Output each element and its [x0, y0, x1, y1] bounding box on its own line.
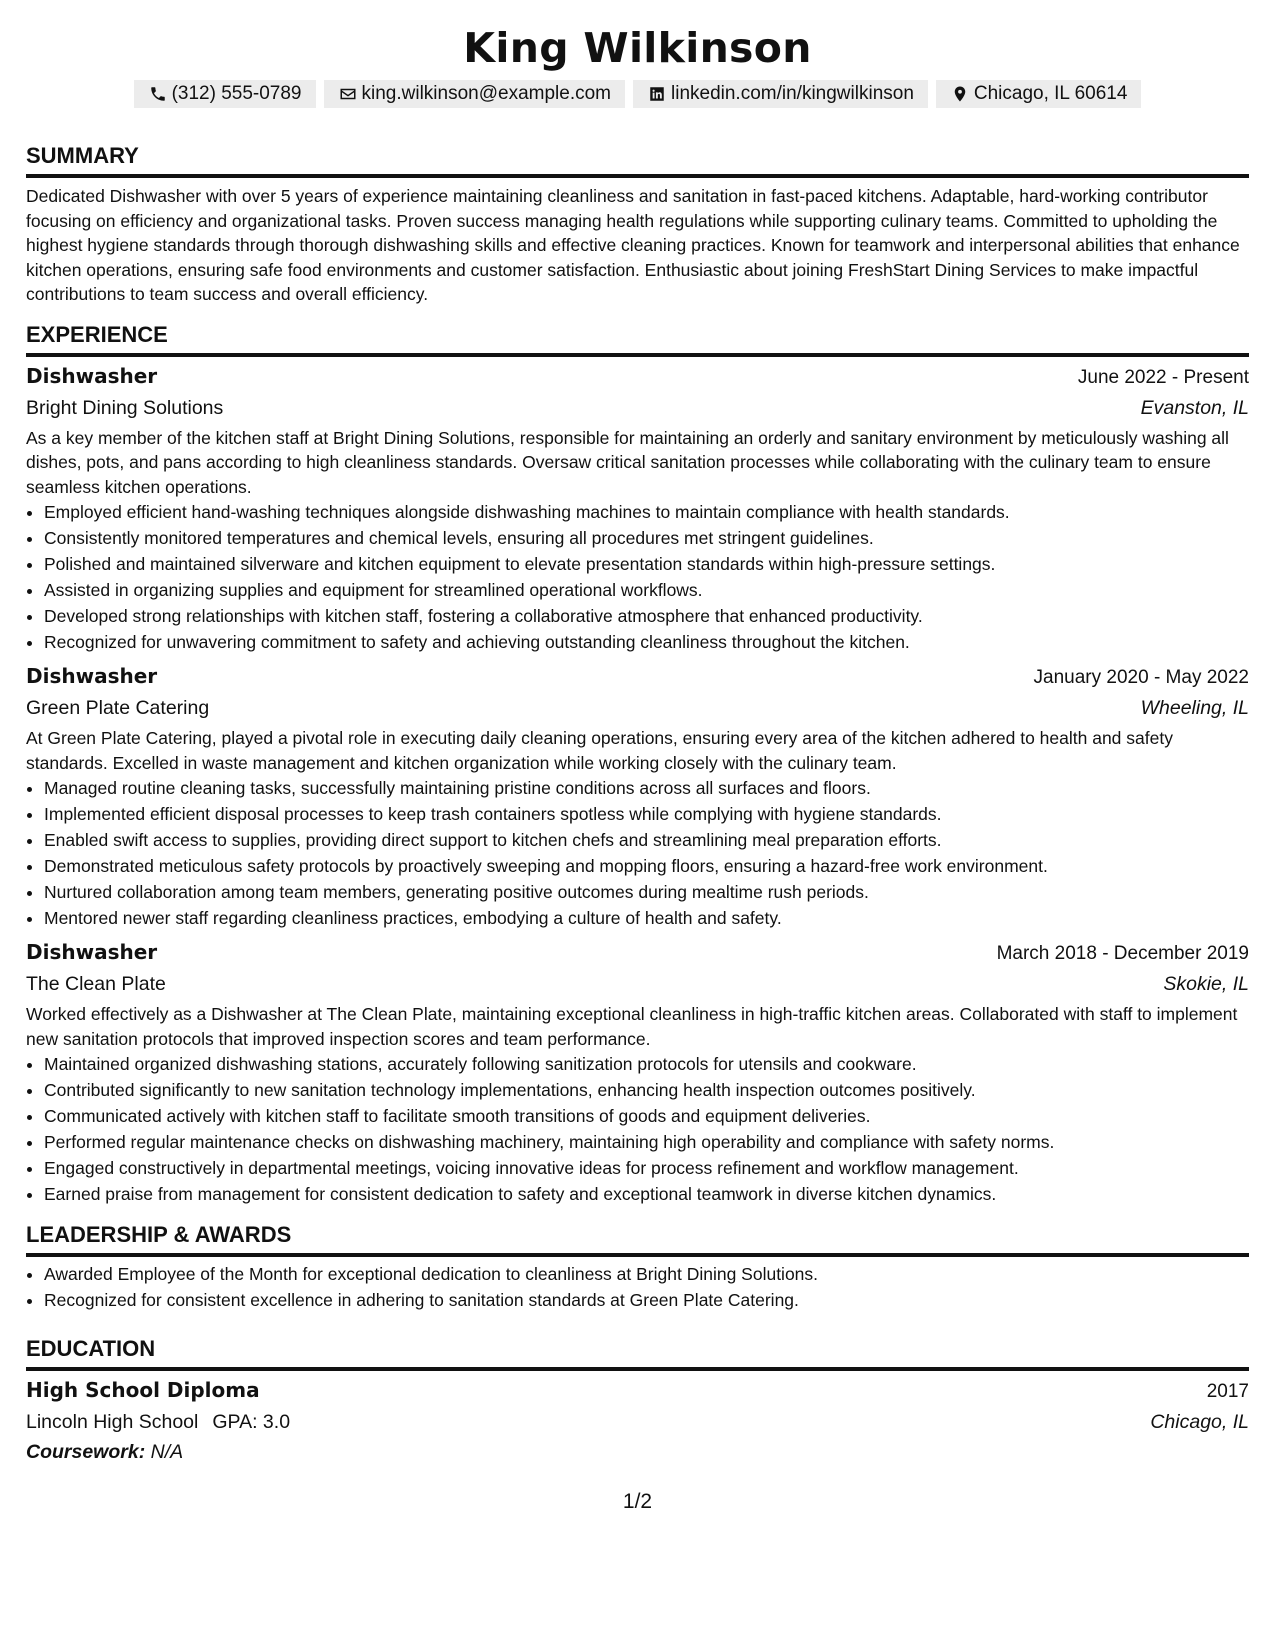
education-header-row: [26, 1375, 1249, 1407]
job-location: Skokie, IL: [1163, 973, 1249, 995]
coursework: [26, 1437, 1249, 1467]
contact-phone: [134, 80, 316, 108]
job-title: Dishwasher: [26, 940, 158, 964]
list-item: • Recognized for consistent excellence in adhering to sanitation standards at Green Plate Catering.: [44, 1287, 1249, 1313]
phone-text: (312) 555-0789: [171, 83, 302, 104]
job-entry: [26, 937, 1249, 1207]
education-school-row: [26, 1407, 1249, 1437]
experience-section: [26, 321, 1249, 1208]
contact-location: [936, 80, 1142, 108]
job-bullets: [26, 1051, 1249, 1207]
page-number: 1/2: [622, 1490, 653, 1513]
leadership-section: [26, 1221, 1249, 1313]
list-item: • Implemented efficient disposal processes to keep trash containers spotless while complying with hygiene standards.: [44, 801, 1249, 827]
list-item: • Performed regular maintenance checks on dishwashing machinery, maintaining high operability and compliance with safety norms.: [44, 1129, 1249, 1155]
list-item: • Maintained organized dishwashing stations, accurately following sanitization protocols for utensils and cookware.: [44, 1051, 1249, 1077]
list-item: • Recognized for unwavering commitment to safety and achieving outstanding cleanliness throughout the kitchen.: [44, 629, 1249, 655]
job-description: Worked effectively as a Dishwasher at The Clean Plate, maintaining exceptional cleanliness in high-traffic kitchen areas. Collaborated with staff to implement new sanitation protocols that improved inspection scores and team performance.: [26, 1004, 1238, 1049]
list-item: • Enabled swift access to supplies, providing direct support to kitchen chefs and streamlining meal preparation efforts.: [44, 827, 1249, 853]
job-location: Evanston, IL: [1140, 396, 1249, 419]
section-title-summary: SUMMARY: [26, 142, 1249, 178]
job-title: Dishwasher: [26, 363, 158, 388]
list-item: • Engaged constructively in departmental meetings, voicing innovative ideas for process refinement and workflow management.: [44, 1155, 1249, 1181]
job-description: As a key member of the kitchen staff at Bright Dining Solutions, responsible for maintaining an orderly and sanitary environment by meticulously washing all dishes, pots, and pans according to high cleanliness standards. Oversaw critical sanitation processes while collaborating with the culinary team to ensure seamless kitchen operations.: [26, 427, 1229, 497]
section-title-leadership: LEADERSHIP & AWARDS: [26, 1221, 1249, 1257]
job-dates: January 2020 - May 2022: [1033, 667, 1249, 688]
school-name: Lincoln High School: [26, 1411, 199, 1433]
contact-row: [26, 80, 1249, 108]
education-section: [26, 1335, 1249, 1467]
coursework-value: N/A: [150, 1441, 184, 1463]
job-entry: [26, 361, 1249, 656]
gpa: GPA: 3.0: [212, 1411, 291, 1433]
graduation-year: 2017: [1206, 1381, 1249, 1402]
degree: High School Diploma: [26, 1378, 260, 1402]
school-line: [26, 1407, 290, 1437]
job-bullets: [26, 775, 1249, 931]
location-text: Chicago, IL 60614: [973, 83, 1128, 104]
list-item: • Developed strong relationships with kitchen staff, fostering a collaborative atmosphere that enhanced productivity.: [44, 603, 1249, 629]
school-location: Chicago, IL: [1150, 1411, 1249, 1433]
summary-section: [26, 142, 1249, 307]
map-pin-icon: [950, 84, 970, 104]
summary-text: Dedicated Dishwasher with over 5 years of experience maintaining cleanliness and sanitation in fast-paced kitchens. Adaptable, hard-working contributor focusing on efficiency and organizational tasks. Proven success managing health regulations while supporting culinary teams. Committed to upholding the highest hygiene standards through thorough dishwashing skills and effective cleaning practices. Known for teamwork and interpersonal abilities that enhance kitchen operations, ensuring safe food environments and customer satisfaction. Enthusiastic about joining FreshStart Dining Services to make impactful contributions to team success and overall efficiency.: [26, 186, 1240, 304]
list-item: • Employed efficient hand-washing techniques alongside dishwashing machines to maintain compliance with health standards.: [44, 499, 1249, 525]
job-company: Bright Dining Solutions: [26, 396, 224, 419]
linkedin-icon: [647, 84, 667, 104]
leadership-bullets: [26, 1261, 1249, 1313]
list-item: • Contributed significantly to new sanitation technology implementations, enhancing health inspection outcomes positively.: [44, 1077, 1249, 1103]
list-item: • Nurtured collaboration among team members, generating positive outcomes during mealtime rush periods.: [44, 879, 1249, 905]
job-header-row: [26, 361, 1249, 393]
phone-icon: [148, 84, 168, 104]
list-item: • Polished and maintained silverware and kitchen equipment to elevate presentation standards within high-pressure settings.: [44, 551, 1249, 577]
job-dates: June 2022 - Present: [1077, 366, 1249, 388]
list-item: • Managed routine cleaning tasks, successfully maintaining pristine conditions across all surfaces and floors.: [44, 775, 1249, 801]
job-header-row: [26, 937, 1249, 969]
envelope-icon: [338, 84, 358, 104]
list-item: • Communicated actively with kitchen staff to facilitate smooth transitions of goods and equipment deliveries.: [44, 1103, 1249, 1129]
list-item: • Assisted in organizing supplies and equipment for streamlined operational workflows.: [44, 577, 1249, 603]
resume-page: [26, 18, 1249, 1467]
email-text: king.wilkinson@example.com: [361, 83, 611, 104]
section-title-education: EDUCATION: [26, 1335, 1249, 1371]
job-title: Dishwasher: [26, 664, 158, 688]
list-item: • Earned praise from management for consistent dedication to safety and exceptional teamwork in diverse kitchen dynamics.: [44, 1181, 1249, 1207]
candidate-name: King Wilkinson: [463, 24, 812, 72]
contact-linkedin[interactable]: [633, 80, 928, 108]
job-location: Wheeling, IL: [1140, 697, 1249, 719]
list-item: • Mentored newer staff regarding cleanliness practices, embodying a culture of health and safety.: [44, 905, 1249, 931]
list-item: • Demonstrated meticulous safety protocols by proactively sweeping and mopping floors, ensuring a hazard-free work environment.: [44, 853, 1249, 879]
section-title-experience: EXPERIENCE: [26, 321, 1249, 357]
linkedin-text: linkedin.com/in/kingwilkinson: [671, 83, 914, 104]
job-description: At Green Plate Catering, played a pivotal role in executing daily cleaning operations, ensuring every area of the kitchen adhered to health and safety standards. Excelled in waste management and kitchen organization while working closely with the culinary team.: [26, 728, 1173, 773]
job-company: The Clean Plate: [26, 973, 166, 995]
job-entry: [26, 661, 1249, 931]
job-company-row: [26, 969, 1249, 999]
job-header-row: [26, 661, 1249, 693]
job-company-row: [26, 393, 1249, 423]
job-dates: March 2018 - December 2019: [996, 943, 1249, 964]
job-company: Green Plate Catering: [26, 697, 210, 719]
job-bullets: [26, 499, 1249, 655]
list-item: • Consistently monitored temperatures and chemical levels, ensuring all procedures met stringent guidelines.: [44, 525, 1249, 551]
list-item: • Awarded Employee of the Month for exceptional dedication to cleanliness at Bright Dining Solutions.: [44, 1261, 1249, 1287]
job-company-row: [26, 693, 1249, 723]
contact-email[interactable]: [324, 80, 626, 108]
coursework-label: Coursework:: [26, 1441, 146, 1463]
